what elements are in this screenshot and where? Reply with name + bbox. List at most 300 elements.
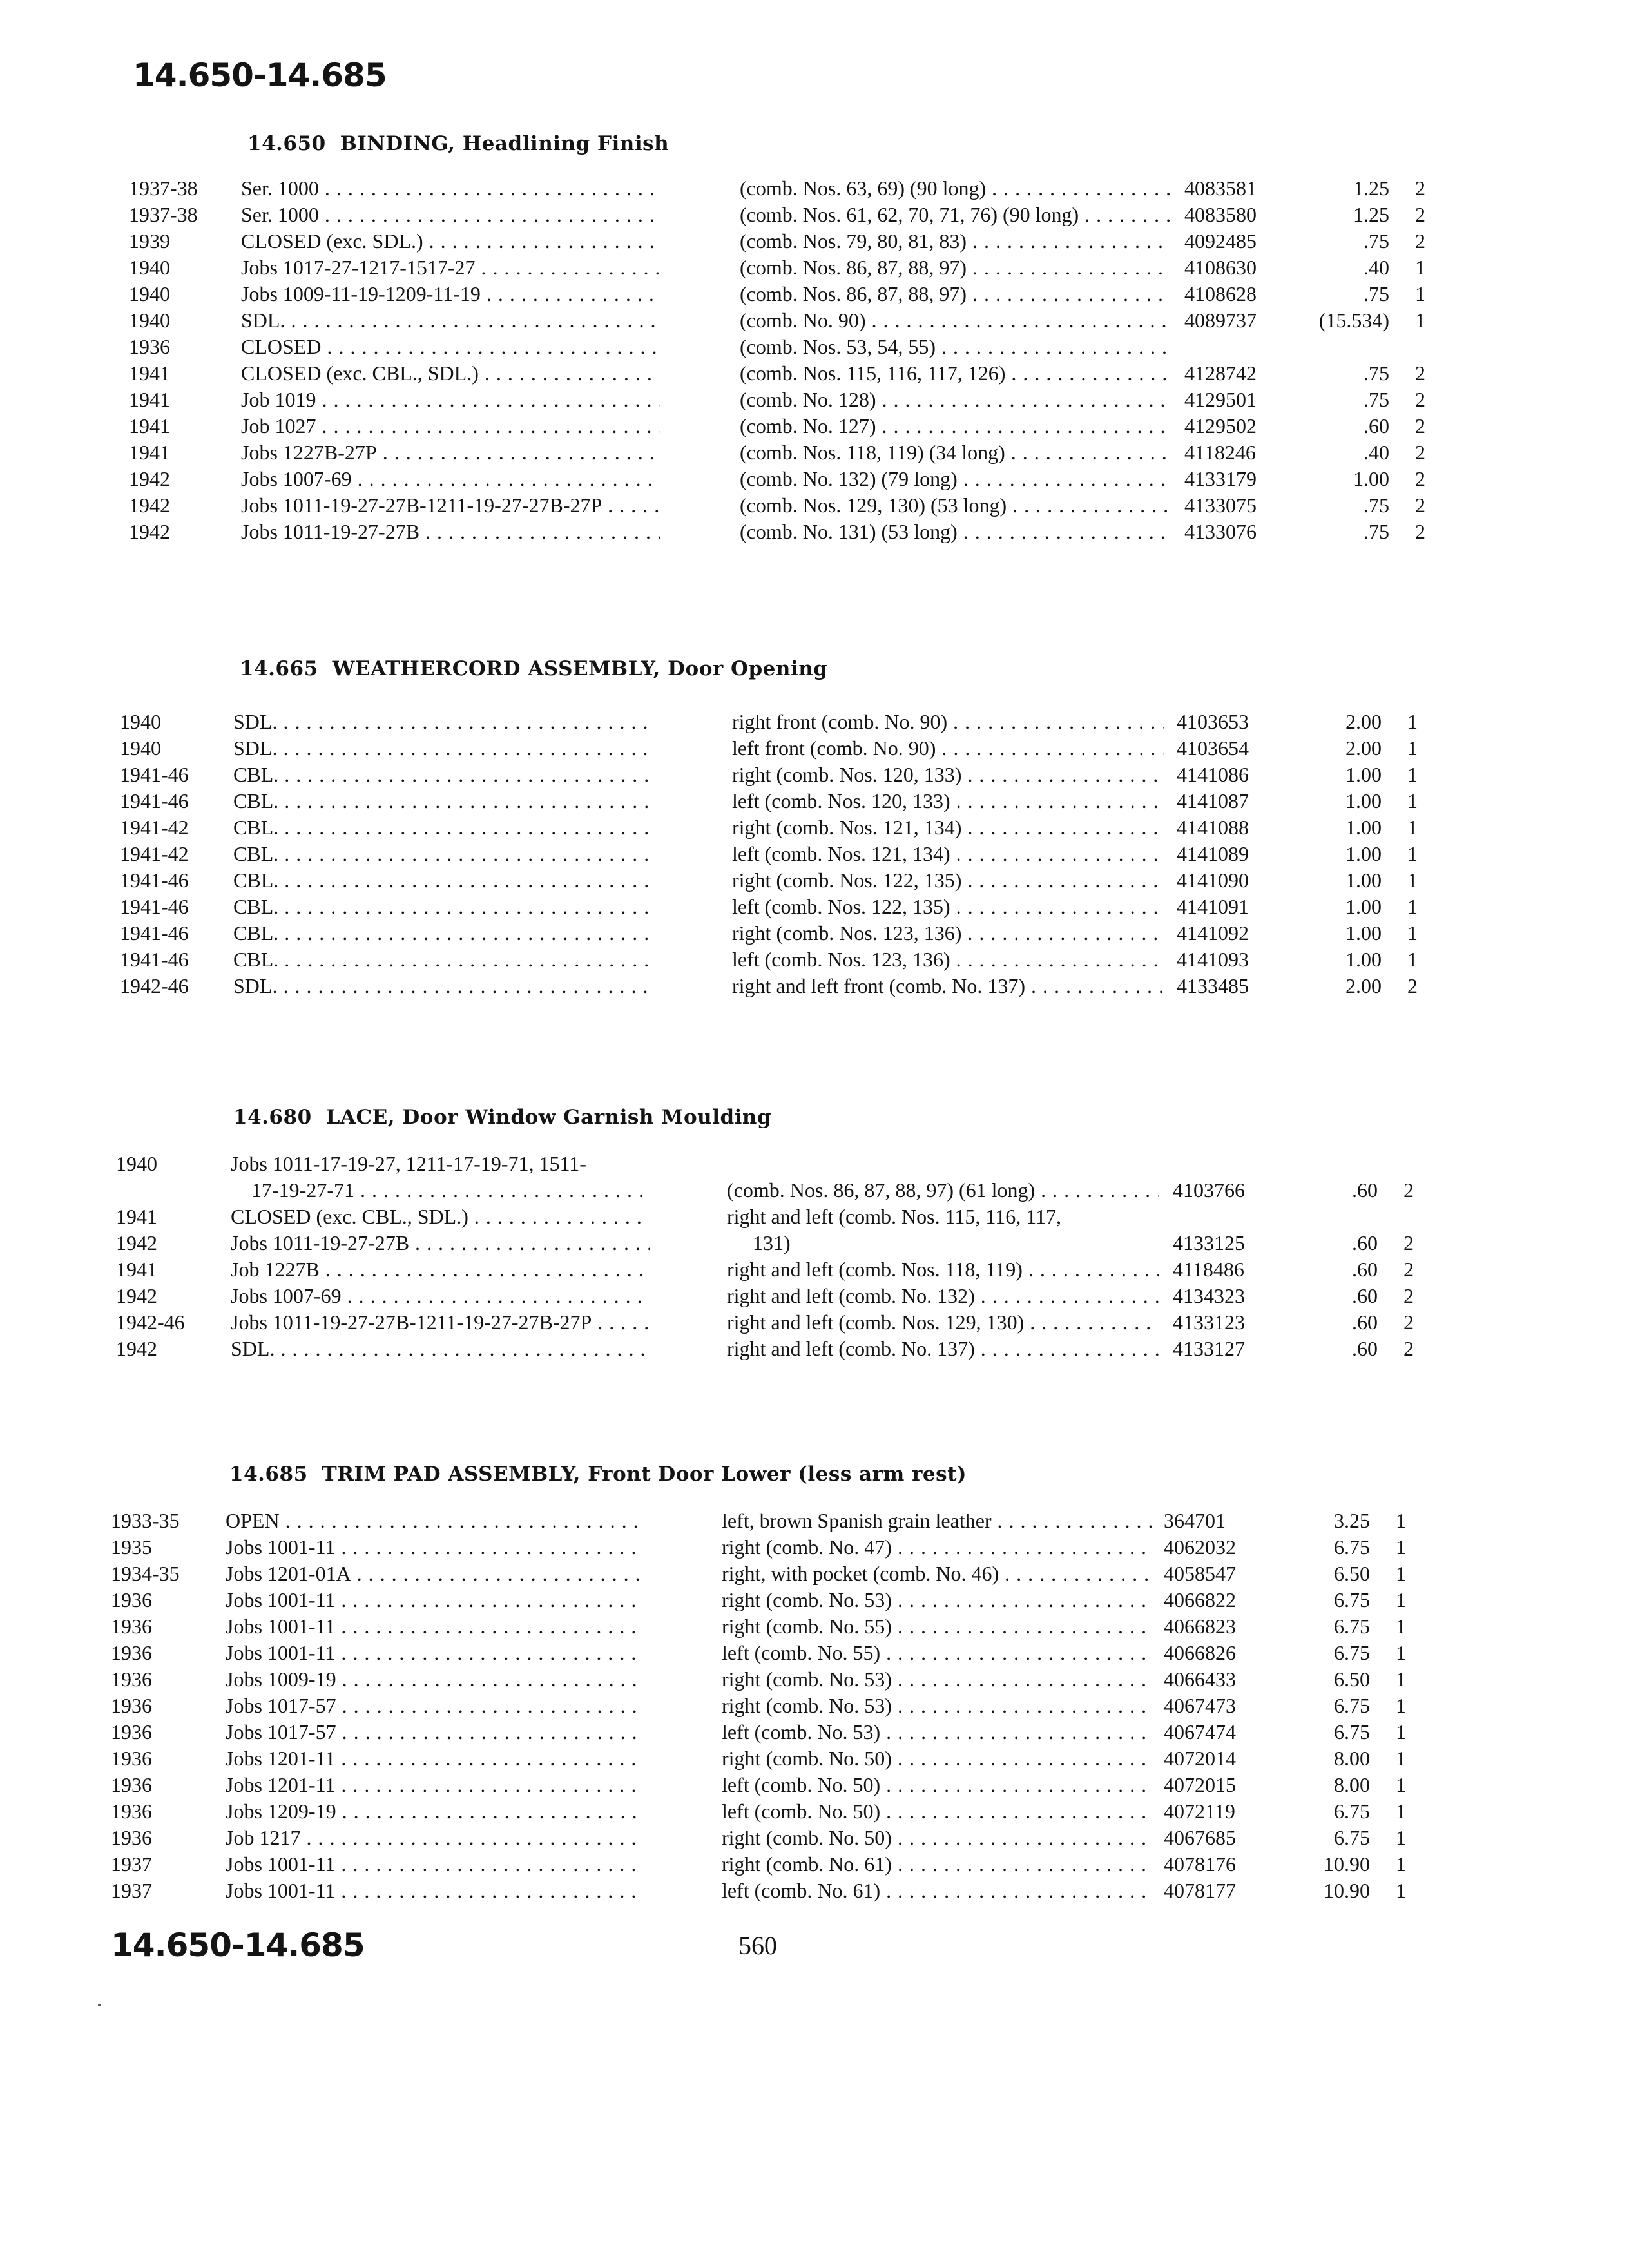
- table-row: [0, 735, 1629, 762]
- part-number-cell: 4078176: [1164, 1852, 1236, 1876]
- model-cell: Jobs 1011-19-27-27B . . .: [241, 519, 660, 545]
- table-row: [0, 1587, 1629, 1613]
- section-title: TRIM PAD ASSEMBLY, Front Door Lower (less arm rest): [322, 1463, 967, 1486]
- year-cell: 1935: [111, 1535, 152, 1559]
- quantity-cell: 1: [1407, 710, 1418, 733]
- model-cell: Ser. 1000 . . .: [241, 175, 660, 202]
- part-number-cell: 4062032: [1164, 1535, 1236, 1559]
- part-number-cell: 4066826: [1164, 1641, 1236, 1664]
- quantity-cell: 2: [1415, 177, 1425, 200]
- price-cell: .60: [1352, 1337, 1378, 1360]
- table-row: [0, 973, 1629, 999]
- description-cell: (comb. No. 132) (79 long) . . .: [740, 466, 1171, 492]
- description-cell: (comb. No. 131) (53 long) . . .: [740, 519, 1171, 545]
- table-row: [0, 413, 1629, 439]
- price-cell: .75: [1364, 361, 1389, 385]
- table-row: [0, 175, 1629, 202]
- year-cell: 1934-35: [111, 1562, 180, 1585]
- quantity-cell: 1: [1407, 842, 1418, 865]
- table-row: [0, 1508, 1629, 1534]
- year-cell: 1937: [111, 1879, 152, 1902]
- model-cell: SDL. . . .: [233, 735, 652, 762]
- description-cell: right (comb. No. 47) . . .: [722, 1534, 1153, 1561]
- model-cell: CBL. . . .: [233, 867, 652, 894]
- description-cell: left (comb. No. 50) . . .: [722, 1798, 1153, 1825]
- part-number-cell: 4129501: [1184, 388, 1257, 411]
- part-number-cell: 4141089: [1177, 842, 1249, 865]
- table-row: [0, 439, 1629, 466]
- table-row: [0, 1745, 1629, 1772]
- quantity-cell: 1: [1396, 1720, 1406, 1744]
- description-cell: right (comb. No. 50) . . .: [722, 1825, 1153, 1851]
- part-number-cell: 4103654: [1177, 736, 1249, 760]
- description-cell: left front (comb. No. 90) . . .: [732, 735, 1164, 762]
- quantity-cell: 2: [1415, 361, 1425, 385]
- year-cell: 1936: [111, 1826, 152, 1849]
- part-number-cell: 4133127: [1173, 1337, 1245, 1360]
- part-number-cell: 4108628: [1184, 282, 1257, 305]
- description-line: [727, 1151, 1159, 1177]
- model-cell: Job 1027 . . .: [241, 413, 660, 439]
- model-line: 17-19-27-71 . . .: [231, 1177, 650, 1204]
- price-cell: 6.75: [1334, 1694, 1370, 1717]
- part-number-cell: 4066823: [1164, 1615, 1236, 1638]
- section-heading: [240, 657, 827, 680]
- price-cell: .60: [1364, 414, 1389, 437]
- description-cell: right and left (comb. No. 137) . . .: [727, 1336, 1159, 1362]
- section-number: 14.680: [233, 1106, 312, 1129]
- model-line: CLOSED (exc. CBL., SDL.) . . .: [231, 1204, 650, 1230]
- quantity-cell: 1: [1407, 948, 1418, 971]
- part-number-cell: 4133125: [1173, 1231, 1245, 1254]
- quantity-cell: 1: [1407, 763, 1418, 786]
- table-row: [0, 334, 1629, 360]
- year-cell: 1941-46: [120, 763, 189, 786]
- table-row: [0, 1309, 1629, 1336]
- description-cell: left (comb. Nos. 123, 136) . . .: [732, 947, 1164, 973]
- price-cell: 6.50: [1334, 1562, 1370, 1585]
- parts-table: [0, 175, 1629, 545]
- description-cell: (comb. Nos. 129, 130) (53 long) . . .: [740, 492, 1171, 519]
- part-number-cell: 4092485: [1184, 229, 1257, 253]
- quantity-cell: 1: [1407, 921, 1418, 945]
- quantity-cell: 1: [1396, 1826, 1406, 1849]
- quantity-cell: 2: [1415, 203, 1425, 226]
- quantity-cell: 1: [1407, 869, 1418, 892]
- table-row: [0, 762, 1629, 788]
- quantity-cell: 2: [1407, 974, 1418, 997]
- model-cell: CLOSED . . .: [241, 334, 660, 360]
- price-cell: 8.00: [1334, 1773, 1370, 1796]
- model-cell: Jobs 1007-69 . . .: [241, 466, 660, 492]
- table-row: [0, 1825, 1629, 1851]
- year-cell: 1941: [129, 361, 170, 385]
- quantity-cell: 2: [1415, 388, 1425, 411]
- quantity-cell: 1: [1396, 1800, 1406, 1823]
- table-row: [0, 519, 1629, 545]
- model-cell: CBL. . . .: [233, 814, 652, 841]
- price-cell: 10.90: [1324, 1879, 1370, 1902]
- model-line: Jobs 1011-17-19-27, 1211-17-19-71, 1511-: [231, 1152, 586, 1175]
- description-cell: left, brown Spanish grain leather . . .: [722, 1508, 1153, 1534]
- model-cell: Jobs 1007-69 . . .: [231, 1283, 650, 1309]
- price-cell: 6.75: [1334, 1615, 1370, 1638]
- price-cell: .40: [1364, 441, 1389, 464]
- model-line: Jobs 1011-19-27-27B . . .: [231, 1230, 650, 1256]
- model-cell: CBL. . . .: [233, 841, 652, 867]
- table-row: [0, 894, 1629, 920]
- table-row: [0, 255, 1629, 281]
- price-cell: 3.25: [1334, 1509, 1370, 1532]
- year-cell: 1936: [111, 1747, 152, 1770]
- table-row: [0, 1613, 1629, 1640]
- quantity-cell: 1: [1396, 1879, 1406, 1902]
- quantity-cell: 1: [1396, 1535, 1406, 1559]
- table-row: [0, 709, 1629, 735]
- model-cell: Job 1227B . . .: [231, 1256, 650, 1283]
- model-cell: CBL. . . .: [233, 947, 652, 973]
- quantity-cell: 1: [1396, 1509, 1406, 1532]
- price-cell: 6.50: [1334, 1667, 1370, 1691]
- model-cell: [231, 1151, 650, 1204]
- year-cell: 1941-46: [120, 948, 189, 971]
- running-head: 14.650-14.685: [133, 57, 387, 94]
- parts-table: [0, 709, 1629, 999]
- price-cell: 6.75: [1334, 1826, 1370, 1849]
- part-number-cell: 4066822: [1164, 1588, 1236, 1611]
- year-cell: 1942: [129, 520, 170, 543]
- model-cell: OPEN . . .: [226, 1508, 644, 1534]
- price-cell: 1.00: [1345, 816, 1382, 839]
- price-cell: .60: [1352, 1231, 1378, 1254]
- quantity-cell: 1: [1407, 895, 1418, 918]
- part-number-cell: 4133485: [1177, 974, 1249, 997]
- part-number-cell: 4103766: [1173, 1178, 1245, 1202]
- quantity-cell: 2: [1403, 1284, 1414, 1307]
- description-cell: left (comb. Nos. 121, 134) . . .: [732, 841, 1164, 867]
- year-cell: 1941: [129, 414, 170, 437]
- quantity-cell: 2: [1415, 229, 1425, 253]
- table-row: [0, 228, 1629, 255]
- quantity-cell: 1: [1407, 789, 1418, 812]
- quantity-cell: 1: [1396, 1747, 1406, 1770]
- price-cell: 6.75: [1334, 1588, 1370, 1611]
- year-cell: 1941: [129, 388, 170, 411]
- quantity-cell: 1: [1396, 1641, 1406, 1664]
- model-cell: CBL. . . .: [233, 894, 652, 920]
- year-cell: 1942-46: [120, 974, 189, 997]
- year-cell: 1936: [111, 1720, 152, 1744]
- print-speck: [98, 2004, 101, 2006]
- description-cell: (comb. Nos. 79, 80, 81, 83) . . .: [740, 228, 1171, 255]
- table-row: [0, 1666, 1629, 1693]
- description-cell: right (comb. No. 53) . . .: [722, 1666, 1153, 1693]
- table-row: [0, 1798, 1629, 1825]
- table-row: [0, 788, 1629, 814]
- description-cell: right (comb. No. 53) . . .: [722, 1693, 1153, 1719]
- part-number-cell: 4067474: [1164, 1720, 1236, 1744]
- year-cell: 1933-35: [111, 1509, 180, 1532]
- section-title: BINDING, Headlining Finish: [340, 132, 670, 155]
- price-cell: 6.75: [1334, 1535, 1370, 1559]
- year-cell: 1941-42: [120, 842, 189, 865]
- table-row: [0, 841, 1629, 867]
- price-cell: 10.90: [1324, 1852, 1370, 1876]
- year-cell: 1936: [111, 1800, 152, 1823]
- year-cell: 1937: [111, 1852, 152, 1876]
- description-cell: right and left (comb. Nos. 118, 119) . . .: [727, 1256, 1159, 1283]
- description-cell: (comb. No. 128) . . .: [740, 387, 1171, 413]
- year-cell: [116, 1204, 157, 1256]
- year-cell: 1942: [116, 1284, 157, 1307]
- year-cell: 1940: [129, 282, 170, 305]
- description-cell: right (comb. Nos. 123, 136) . . .: [732, 920, 1164, 947]
- part-number-cell: 4133123: [1173, 1311, 1245, 1334]
- model-cell: Jobs 1009-11-19-1209-11-19 . . .: [241, 281, 660, 307]
- section-title: LACE, Door Window Garnish Moulding: [325, 1106, 772, 1129]
- model-cell: CBL. . . .: [233, 920, 652, 947]
- model-cell: Jobs 1011-19-27-27B-1211-19-27-27B-27P . . .: [231, 1309, 650, 1336]
- table-row: [0, 1151, 1629, 1204]
- quantity-cell: 2: [1415, 414, 1425, 437]
- quantity-cell: 1: [1415, 309, 1425, 332]
- part-number-cell: 364701: [1164, 1509, 1226, 1532]
- quantity-cell: 1: [1396, 1694, 1406, 1717]
- description-cell: right (comb. Nos. 120, 133) . . .: [732, 762, 1164, 788]
- model-cell: Jobs 1011-19-27-27B-1211-19-27-27B-27P . . .: [241, 492, 660, 519]
- table-row: [0, 1640, 1629, 1666]
- parts-table: [0, 1508, 1629, 1904]
- description-cell: (comb. No. 127) . . .: [740, 413, 1171, 439]
- parts-table: [0, 1151, 1629, 1362]
- section-heading: [229, 1463, 967, 1486]
- section-title: WEATHERCORD ASSEMBLY, Door Opening: [332, 657, 828, 680]
- quantity-cell: 1: [1396, 1852, 1406, 1876]
- table-row: [0, 1772, 1629, 1798]
- price-cell: .40: [1364, 256, 1389, 279]
- description-cell: (comb. Nos. 118, 119) (34 long) . . .: [740, 439, 1171, 466]
- year-cell: 1940: [120, 736, 161, 760]
- table-row: [0, 1693, 1629, 1719]
- section-heading: [247, 132, 669, 155]
- quantity-cell: 1: [1415, 256, 1425, 279]
- price-cell: .75: [1364, 388, 1389, 411]
- year-cell: 1936: [111, 1667, 152, 1691]
- table-row: [0, 867, 1629, 894]
- part-number-cell: 4103653: [1177, 710, 1249, 733]
- model-cell: Jobs 1209-19 . . .: [226, 1798, 644, 1825]
- part-number-cell: 4066433: [1164, 1667, 1236, 1691]
- year-cell: 1940: [120, 710, 161, 733]
- model-cell: Jobs 1001-11 . . .: [226, 1851, 644, 1878]
- quantity-cell: 2: [1415, 520, 1425, 543]
- quantity-cell: 1: [1396, 1667, 1406, 1691]
- price-cell: .75: [1364, 229, 1389, 253]
- description-cell: (comb. Nos. 86, 87, 88, 97) . . .: [740, 255, 1171, 281]
- section-number: 14.665: [240, 657, 318, 680]
- price-cell: .75: [1364, 494, 1389, 517]
- price-cell: .60: [1352, 1258, 1378, 1281]
- part-number-cell: 4067685: [1164, 1826, 1236, 1849]
- year-cell: 1940: [116, 1152, 157, 1175]
- year-cell: 1942-46: [116, 1311, 185, 1334]
- part-number-cell: 4141086: [1177, 763, 1249, 786]
- model-cell: CBL. . . .: [233, 788, 652, 814]
- description-cell: right (comb. No. 53) . . .: [722, 1587, 1153, 1613]
- year-cell: 1941: [129, 441, 170, 464]
- year-cell: 1936: [111, 1773, 152, 1796]
- description-cell: right, with pocket (comb. No. 46) . . .: [722, 1561, 1153, 1587]
- model-cell: SDL. . . .: [233, 973, 652, 999]
- description-cell: right and left (comb. No. 132) . . .: [727, 1283, 1159, 1309]
- year-cell: 1936: [111, 1641, 152, 1664]
- price-cell: .75: [1364, 520, 1389, 543]
- price-cell: 6.75: [1334, 1720, 1370, 1744]
- description-cell: right and left (comb. Nos. 129, 130) . . .: [727, 1309, 1159, 1336]
- description-cell: right (comb. Nos. 122, 135) . . .: [732, 867, 1164, 894]
- year-cell: 1941-46: [120, 789, 189, 812]
- description-cell: (comb. Nos. 63, 69) (90 long) . . .: [740, 175, 1171, 202]
- description-cell: (comb. Nos. 53, 54, 55) . . .: [740, 334, 1171, 360]
- year-cell: 1937-38: [129, 177, 198, 200]
- description-cell: (comb. Nos. 61, 62, 70, 71, 76) (90 long) . . .: [740, 202, 1171, 228]
- year-cell: 1940: [129, 256, 170, 279]
- quantity-cell: 2: [1415, 494, 1425, 517]
- price-cell: 1.00: [1345, 763, 1382, 786]
- table-row: [0, 1336, 1629, 1362]
- model-cell: CLOSED (exc. SDL.) . . .: [241, 228, 660, 255]
- quantity-cell: 1: [1396, 1588, 1406, 1611]
- table-row: [0, 814, 1629, 841]
- price-cell: .60: [1352, 1284, 1378, 1307]
- model-cell: SDL. . . .: [231, 1336, 650, 1362]
- table-row: [0, 947, 1629, 973]
- quantity-cell: 1: [1415, 282, 1425, 305]
- price-cell: 1.25: [1353, 177, 1389, 200]
- running-foot: 14.650-14.685: [111, 1927, 365, 1964]
- table-row: [0, 1561, 1629, 1587]
- table-row: [0, 1283, 1629, 1309]
- year-cell: 1936: [111, 1694, 152, 1717]
- year-cell: 1937-38: [129, 203, 198, 226]
- quantity-cell: 2: [1403, 1231, 1414, 1254]
- part-number-cell: 4072014: [1164, 1747, 1236, 1770]
- part-number-cell: 4133075: [1184, 494, 1257, 517]
- quantity-cell: 1: [1407, 736, 1418, 760]
- part-number-cell: 4141087: [1177, 789, 1249, 812]
- year-cell: 1941: [116, 1258, 157, 1281]
- model-cell: Jobs 1001-11 . . .: [226, 1640, 644, 1666]
- section-heading: [233, 1106, 771, 1129]
- year-cell: 1940: [129, 309, 170, 332]
- description-cell: (comb. No. 90) . . .: [740, 307, 1171, 334]
- part-number-cell: 4141093: [1177, 948, 1249, 971]
- part-number-cell: 4129502: [1184, 414, 1257, 437]
- year-cell: 1942: [116, 1337, 157, 1360]
- model-cell: Jobs 1017-57 . . .: [226, 1693, 644, 1719]
- description-cell: left (comb. No. 50) . . .: [722, 1772, 1153, 1798]
- part-number-cell: 4089737: [1184, 309, 1257, 332]
- table-row: [0, 360, 1629, 387]
- table-row: [0, 281, 1629, 307]
- part-number-cell: 4134323: [1173, 1284, 1245, 1307]
- model-cell: CBL. . . .: [233, 762, 652, 788]
- table-row: [0, 1878, 1629, 1904]
- model-cell: Job 1019 . . .: [241, 387, 660, 413]
- price-cell: .60: [1352, 1311, 1378, 1334]
- price-cell: 1.00: [1345, 895, 1382, 918]
- price-cell: 1.00: [1345, 842, 1382, 865]
- quantity-cell: 1: [1407, 816, 1418, 839]
- description-cell: right (comb. No. 61) . . .: [722, 1851, 1153, 1878]
- model-cell: CLOSED (exc. CBL., SDL.) . . .: [241, 360, 660, 387]
- model-cell: Jobs 1001-11 . . .: [226, 1613, 644, 1640]
- year-cell: 1941-46: [120, 869, 189, 892]
- description-cell: right front (comb. No. 90) . . .: [732, 709, 1164, 735]
- part-number-cell: 4133076: [1184, 520, 1257, 543]
- model-cell: Job 1217 . . .: [226, 1825, 644, 1851]
- part-number-cell: 4141088: [1177, 816, 1249, 839]
- year-cell: 1941-42: [120, 816, 189, 839]
- table-row: [0, 492, 1629, 519]
- description-cell: left (comb. No. 55) . . .: [722, 1640, 1153, 1666]
- part-number-cell: 4128742: [1184, 361, 1257, 385]
- description-cell: right and left front (comb. No. 137) . . .: [732, 973, 1164, 999]
- description-line: (comb. Nos. 86, 87, 88, 97) (61 long) . . .: [727, 1177, 1159, 1204]
- model-cell: Jobs 1017-57 . . .: [226, 1719, 644, 1745]
- part-number-cell: 4133179: [1184, 467, 1257, 490]
- table-row: [0, 1256, 1629, 1283]
- description-cell: left (comb. Nos. 122, 135) . . .: [732, 894, 1164, 920]
- table-row: [0, 466, 1629, 492]
- description-cell: left (comb. Nos. 120, 133) . . .: [732, 788, 1164, 814]
- model-cell: Jobs 1201-11 . . .: [226, 1772, 644, 1798]
- table-row: [0, 307, 1629, 334]
- quantity-cell: 1: [1396, 1773, 1406, 1796]
- price-cell: 1.00: [1345, 789, 1382, 812]
- model-cell: Jobs 1227B-27P . . .: [241, 439, 660, 466]
- price-cell: 2.00: [1345, 736, 1382, 760]
- part-number-cell: 4118486: [1173, 1258, 1244, 1281]
- model-cell: Jobs 1001-11 . . .: [226, 1878, 644, 1904]
- quantity-cell: 2: [1403, 1311, 1414, 1334]
- table-row: [0, 202, 1629, 228]
- model-cell: [231, 1204, 650, 1256]
- table-row: [0, 1204, 1629, 1256]
- part-number-cell: 4141090: [1177, 869, 1249, 892]
- price-cell: 2.00: [1345, 974, 1382, 997]
- price-cell: 8.00: [1334, 1747, 1370, 1770]
- year-cell: 1936: [111, 1615, 152, 1638]
- model-cell: Jobs 1001-11 . . .: [226, 1587, 644, 1613]
- part-number-cell: 4072015: [1164, 1773, 1236, 1796]
- model-cell: Jobs 1201-01A . . .: [226, 1561, 644, 1587]
- model-cell: SDL. . . .: [241, 307, 660, 334]
- part-number-cell: 4141091: [1177, 895, 1249, 918]
- description-cell: right (comb. No. 50) . . .: [722, 1745, 1153, 1772]
- price-cell: 1.00: [1345, 948, 1382, 971]
- year-cell: 1942: [129, 467, 170, 490]
- part-number-cell: 4072119: [1164, 1800, 1235, 1823]
- price-cell: 1.00: [1345, 921, 1382, 945]
- year-cell: 1936: [129, 335, 170, 358]
- part-number-cell: 4083581: [1184, 177, 1257, 200]
- part-number-cell: 4118246: [1184, 441, 1256, 464]
- price-cell: 6.75: [1334, 1641, 1370, 1664]
- quantity-cell: 1: [1396, 1562, 1406, 1585]
- description-line: right and left (comb. Nos. 115, 116, 117,: [727, 1205, 1062, 1228]
- year-line: 1942: [116, 1231, 157, 1254]
